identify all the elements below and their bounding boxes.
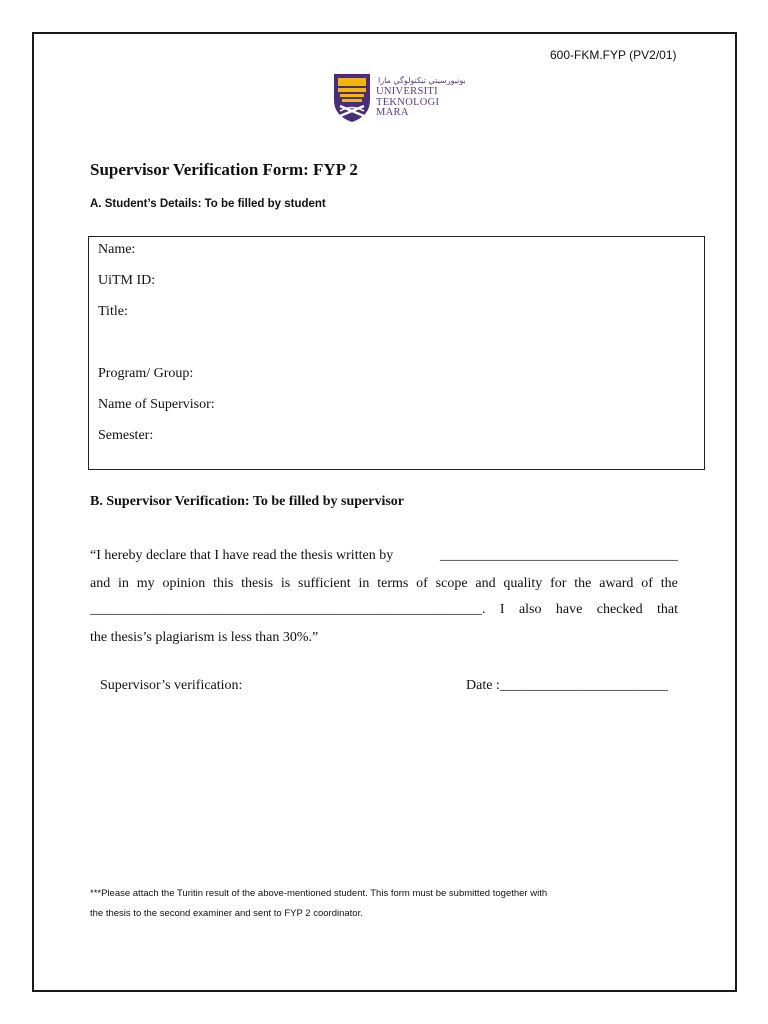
form-code: 600-FKM.FYP (PV2/01)	[550, 48, 677, 62]
declaration-word: of	[416, 576, 428, 591]
date-blank[interactable]: ________________________	[499, 678, 668, 693]
declaration-word: that	[656, 602, 678, 617]
date-label: Date :	[466, 678, 500, 693]
field-semester[interactable]: Semester:	[98, 428, 154, 443]
declaration-line-3	[90, 602, 678, 618]
field-program-group[interactable]: Program/ Group:	[98, 366, 194, 381]
field-uitm-id[interactable]: UiTM ID:	[98, 273, 156, 288]
logo-arabic-script: ﯾﻮﻧﯿﻮﺭﺳﯿﺘﻲ ﺗﯿﮑﻨﻮﻟﻮﮔﻲ ﻣﺎﺭﺍ	[378, 76, 466, 85]
declaration-word: opinion	[162, 576, 206, 591]
declaration-word: thesis	[241, 576, 274, 591]
declaration-word: checked	[596, 602, 643, 617]
declaration-word: in	[358, 576, 370, 591]
field-name[interactable]: Name:	[98, 242, 136, 257]
logo-wordmark	[376, 87, 439, 119]
declaration-word: is	[280, 576, 291, 591]
declaration-word: my	[136, 576, 155, 591]
field-supervisor-name[interactable]: Name of Supervisor:	[98, 397, 215, 412]
declaration-word: quality	[503, 576, 543, 591]
date-field	[466, 678, 668, 694]
award-blank[interactable]: ________________________________________________________.	[90, 602, 486, 617]
declaration-word: of	[641, 576, 653, 591]
declaration-word: and	[475, 576, 496, 591]
declaration-word: also	[518, 602, 542, 617]
uitm-crest-icon	[334, 74, 370, 122]
declaration-line-2	[90, 576, 678, 592]
declaration-word: for	[550, 576, 567, 591]
field-title[interactable]: Title:	[98, 304, 128, 319]
declaration-word: the	[660, 576, 678, 591]
student-name-blank[interactable]: __________________________________	[440, 548, 678, 563]
section-b-heading: B. Supervisor Verification: To be filled by supervisor	[90, 494, 404, 509]
logo-line-teknologi: TEKNOLOGI	[376, 96, 440, 108]
declaration-word: the	[574, 576, 592, 591]
declaration-word: award	[599, 576, 634, 591]
student-details-box	[88, 236, 705, 470]
footnote-line-2: the thesis to the second examiner and sent to FYP 2 coordinator.	[90, 908, 363, 919]
footnote-line-1: ***Please attach the Turitin result of the above-mentioned student. This form must be submitted together with	[90, 888, 548, 899]
logo-line-mara: MARA	[376, 107, 409, 118]
declaration-line-4: the thesis’s plagiarism is less than 30%.”	[90, 630, 319, 645]
declaration-word: and	[90, 576, 111, 591]
declaration-word: scope	[435, 576, 468, 591]
declaration-word: in	[118, 576, 129, 591]
section-a-heading: A. Student’s Details: To be filled by student	[90, 198, 326, 210]
declaration-word: have	[555, 602, 583, 617]
declaration-word: I	[499, 602, 505, 617]
form-title: Supervisor Verification Form: FYP 2	[90, 160, 358, 179]
declaration-word: sufficient	[298, 576, 351, 591]
logo-line-universiti: UNIVERSITI	[376, 86, 438, 97]
declaration-text-1: “I hereby declare that I have read the thesis written by	[90, 548, 394, 563]
declaration-word: terms	[377, 576, 409, 591]
supervisor-verification-label: Supervisor’s verification:	[100, 678, 243, 693]
declaration-line-1	[90, 548, 678, 564]
footnote	[90, 884, 690, 924]
declaration-word: this	[213, 576, 234, 591]
